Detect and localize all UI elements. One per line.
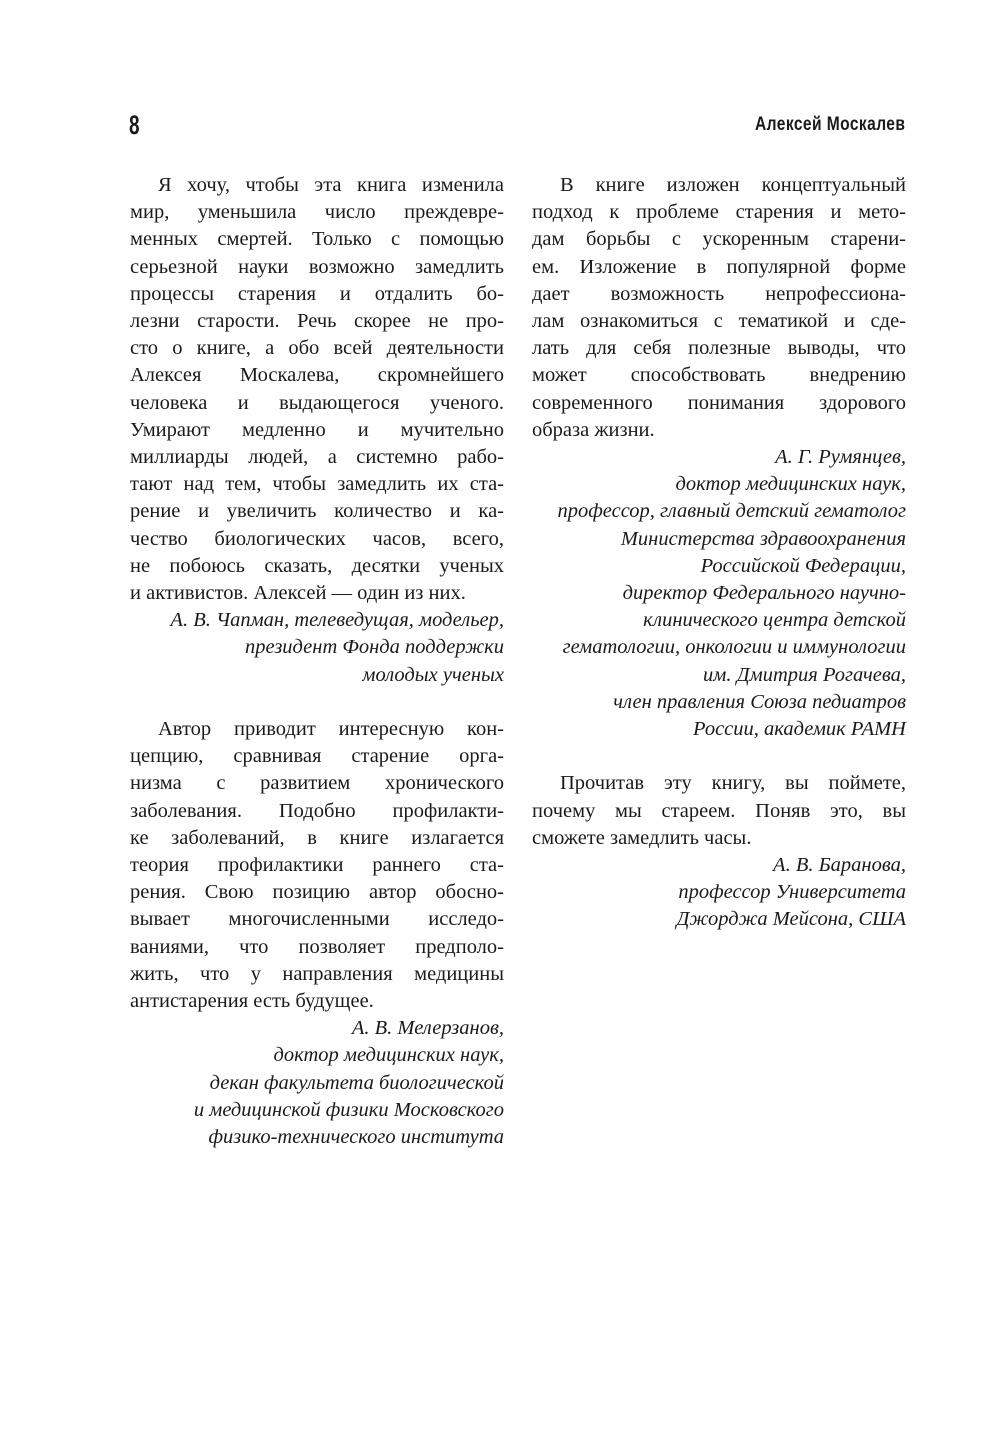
signature-line: А. В. Баранова, bbox=[773, 854, 906, 877]
paragraph-line: сто о книге, а обо всей деятельности bbox=[130, 337, 504, 360]
paragraph-line: теория профилактики раннего ста- bbox=[130, 854, 504, 877]
signature-line: клинического центра детской bbox=[643, 609, 906, 632]
signature-line: Джорджа Мейсона, США bbox=[676, 908, 906, 931]
paragraph-line: антистарения есть будущее. bbox=[130, 990, 374, 1013]
signature-line: А. В. Чапман, телеведущая, модельер, bbox=[170, 609, 504, 632]
paragraph-line: лезни старости. Речь скорее не про- bbox=[130, 310, 504, 333]
spacer bbox=[532, 743, 906, 770]
signature-line: президент Фонда поддержки bbox=[244, 636, 504, 659]
signature-line: физико-технического института bbox=[208, 1126, 504, 1149]
left-column bbox=[130, 172, 504, 1151]
signature-line: им. Дмитрия Рогачева, bbox=[703, 663, 906, 686]
paragraph-line: Я хочу, чтобы эта книга изменила bbox=[158, 174, 504, 196]
paragraph-line: ке заболеваний, в книге излагается bbox=[130, 826, 504, 849]
paragraph-line: и активистов. Алексей — один из них. bbox=[130, 582, 466, 605]
spacer bbox=[130, 689, 504, 716]
signature-line: гематологии, онкологии и иммунологии bbox=[562, 636, 906, 659]
signature-line: и медицинской физики Московского bbox=[193, 1098, 504, 1121]
signature-line: молодых ученых bbox=[362, 663, 504, 686]
paragraph-line: современного понимания здорового bbox=[532, 391, 906, 414]
testimonial bbox=[532, 770, 906, 933]
signature-line: член правления Союза педиатров bbox=[613, 690, 906, 713]
paragraph-line: дам борьбы с ускоренным старени- bbox=[532, 228, 906, 251]
right-column bbox=[532, 172, 906, 934]
paragraph-line: заболевания. Подобно профилакти- bbox=[130, 799, 504, 822]
signature-line: Министерства здравоохранения bbox=[620, 527, 906, 550]
paragraph-line: менных смертей. Только с помощью bbox=[130, 228, 504, 251]
paragraph-line: сможете замедлить часы. bbox=[532, 826, 752, 849]
signature-line: директор Федерального научно- bbox=[622, 582, 906, 605]
paragraph-line: процессы старения и отдалить бо- bbox=[130, 282, 504, 305]
paragraph-line: чество биологических часов, всего, bbox=[130, 527, 504, 550]
paragraph-line: не побоюсь сказать, десятки ученых bbox=[130, 554, 504, 577]
testimonial bbox=[130, 716, 504, 1151]
paragraph-line: дает возможность непрофессиона- bbox=[532, 282, 906, 305]
paragraph-line: Прочитав эту книгу, вы поймете, bbox=[560, 772, 906, 795]
paragraph-line: рение и увеличить количество и ка- bbox=[130, 500, 504, 523]
testimonial bbox=[130, 172, 504, 689]
paragraph-line: низма с развитием хронического bbox=[130, 772, 504, 795]
signature-line: профессор Университета bbox=[678, 881, 906, 904]
signature-line: А. В. Мелерзанов, bbox=[351, 1017, 504, 1040]
paragraph-line: ем. Изложение в популярной форме bbox=[532, 255, 906, 278]
paragraph-line: лать для себя полезные выводы, что bbox=[532, 337, 906, 360]
paragraph-line: Алексея Москалева, скромнейшего bbox=[130, 364, 504, 387]
paragraph-line: Умирают медленно и мучительно bbox=[130, 418, 504, 441]
paragraph-line: может способствовать внедрению bbox=[532, 364, 906, 387]
paragraph-line: серьезной науки возможно замедлить bbox=[130, 255, 504, 278]
signature-line: Российской Федерации, bbox=[700, 554, 906, 577]
paragraph-line: рения. Свою позицию автор обосно- bbox=[130, 881, 504, 904]
paragraph-line: человека и выдающегося ученого. bbox=[130, 391, 504, 414]
paragraph-line: лам ознакомиться с тематикой и сде- bbox=[532, 310, 906, 333]
paragraph-line: В книге изложен концептуальный bbox=[560, 174, 906, 196]
paragraph-line: образа жизни. bbox=[532, 418, 655, 441]
paragraph-line: мир, уменьшила число преждевре- bbox=[130, 201, 504, 224]
paragraph-line: миллиарды людей, а системно рабо- bbox=[130, 446, 504, 469]
paragraph-line: Автор приводит интересную кон- bbox=[158, 718, 504, 741]
testimonial bbox=[532, 172, 906, 743]
paragraph-line: цепцию, сравнивая старение орга- bbox=[130, 745, 504, 768]
signature-line: России, академик РАМН bbox=[693, 718, 906, 741]
signature-line: А. Г. Румянцев, bbox=[775, 446, 906, 469]
paragraph-line: тают над тем, чтобы замедлить их ста- bbox=[130, 473, 504, 496]
paragraph-line: вывает многочисленными исследо- bbox=[130, 908, 504, 931]
signature-line: доктор медицинских наук, bbox=[675, 473, 906, 496]
signature-line: декан факультета биологической bbox=[209, 1071, 504, 1094]
paragraph-line: почему мы стареем. Поняв это, вы bbox=[532, 799, 906, 822]
paragraph-line: ваниями, что позволяет предполо- bbox=[130, 935, 504, 958]
paragraph-line: подход к проблеме старения и мето- bbox=[532, 201, 906, 224]
paragraph-line: жить, что у направления медицины bbox=[130, 962, 504, 985]
running-title: Алексей Москалев bbox=[754, 114, 905, 135]
page-number: 8 bbox=[129, 110, 140, 140]
signature-line: доктор медицинских наук, bbox=[273, 1044, 504, 1067]
signature-line: профессор, главный детский гематолог bbox=[557, 500, 906, 523]
